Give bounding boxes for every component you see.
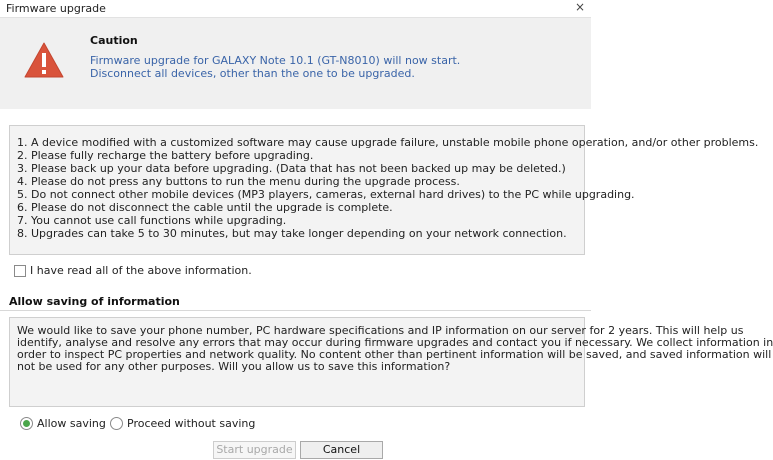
proceed-without-saving-label[interactable]: Proceed without saving [127,417,256,430]
notice-item: 5. Do not connect other mobile devices (MP3 players, cameras, external hard drives) to the PC while upgrading. [17,188,635,201]
section-title: Allow saving of information [9,295,180,308]
privacy-text-line: We would like to save your phone number, PC hardware specifications and IP information on our server for 2 years. This will help us [17,324,744,337]
window-title: Firmware upgrade [6,2,106,15]
privacy-text-line: order to inspect PC properties and network quality. No content other than pertinent information will be saved, and saved information will [17,348,772,361]
read-confirm-label[interactable]: I have read all of the above information. [30,264,252,277]
start-upgrade-button[interactable]: Start upgrade [213,441,296,459]
notice-item: 8. Upgrades can take 5 to 30 minutes, but may take longer depending on your network connection. [17,227,567,240]
notice-item: 2. Please fully recharge the battery before upgrading. [17,149,314,162]
notice-item: 4. Please do not press any buttons to run the menu during the upgrade process. [17,175,460,188]
close-icon[interactable]: × [574,0,585,14]
allow-saving-label[interactable]: Allow saving [37,417,106,430]
caution-message-line: Disconnect all devices, other than the one to be upgraded. [90,67,415,80]
notice-item: 7. You cannot use call functions while upgrading. [17,214,287,227]
privacy-text-line: not be used for any other purposes. Will you allow us to save this information? [17,360,451,373]
privacy-text-line: identify, analyse and resolve any errors that may occur during firmware upgrades and contact you if necessary. We collect information in [17,336,773,349]
caution-message-line: Firmware upgrade for GALAXY Note 10.1 (GT-N8010) will now start. [90,54,461,67]
caution-header [0,18,591,109]
proceed-without-saving-radio[interactable] [110,417,123,430]
read-confirm-checkbox[interactable] [14,265,26,277]
notice-item: 1. A device modified with a customized software may cause upgrade failure, unstable mobile phone operation, and/or other problems. [17,136,759,149]
section-divider [0,310,591,311]
title-bar [0,0,591,18]
caution-title: Caution [90,34,138,47]
notice-panel [9,125,759,255]
cancel-button[interactable]: Cancel [300,441,383,459]
notice-item: 6. Please do not disconnect the cable until the upgrade is complete. [17,201,393,214]
notice-item: 3. Please back up your data before upgrading. (Data that has not been backed up may be deleted.) [17,162,566,175]
privacy-panel [9,317,773,407]
allow-saving-radio[interactable] [20,417,33,430]
warning-icon [24,42,64,78]
